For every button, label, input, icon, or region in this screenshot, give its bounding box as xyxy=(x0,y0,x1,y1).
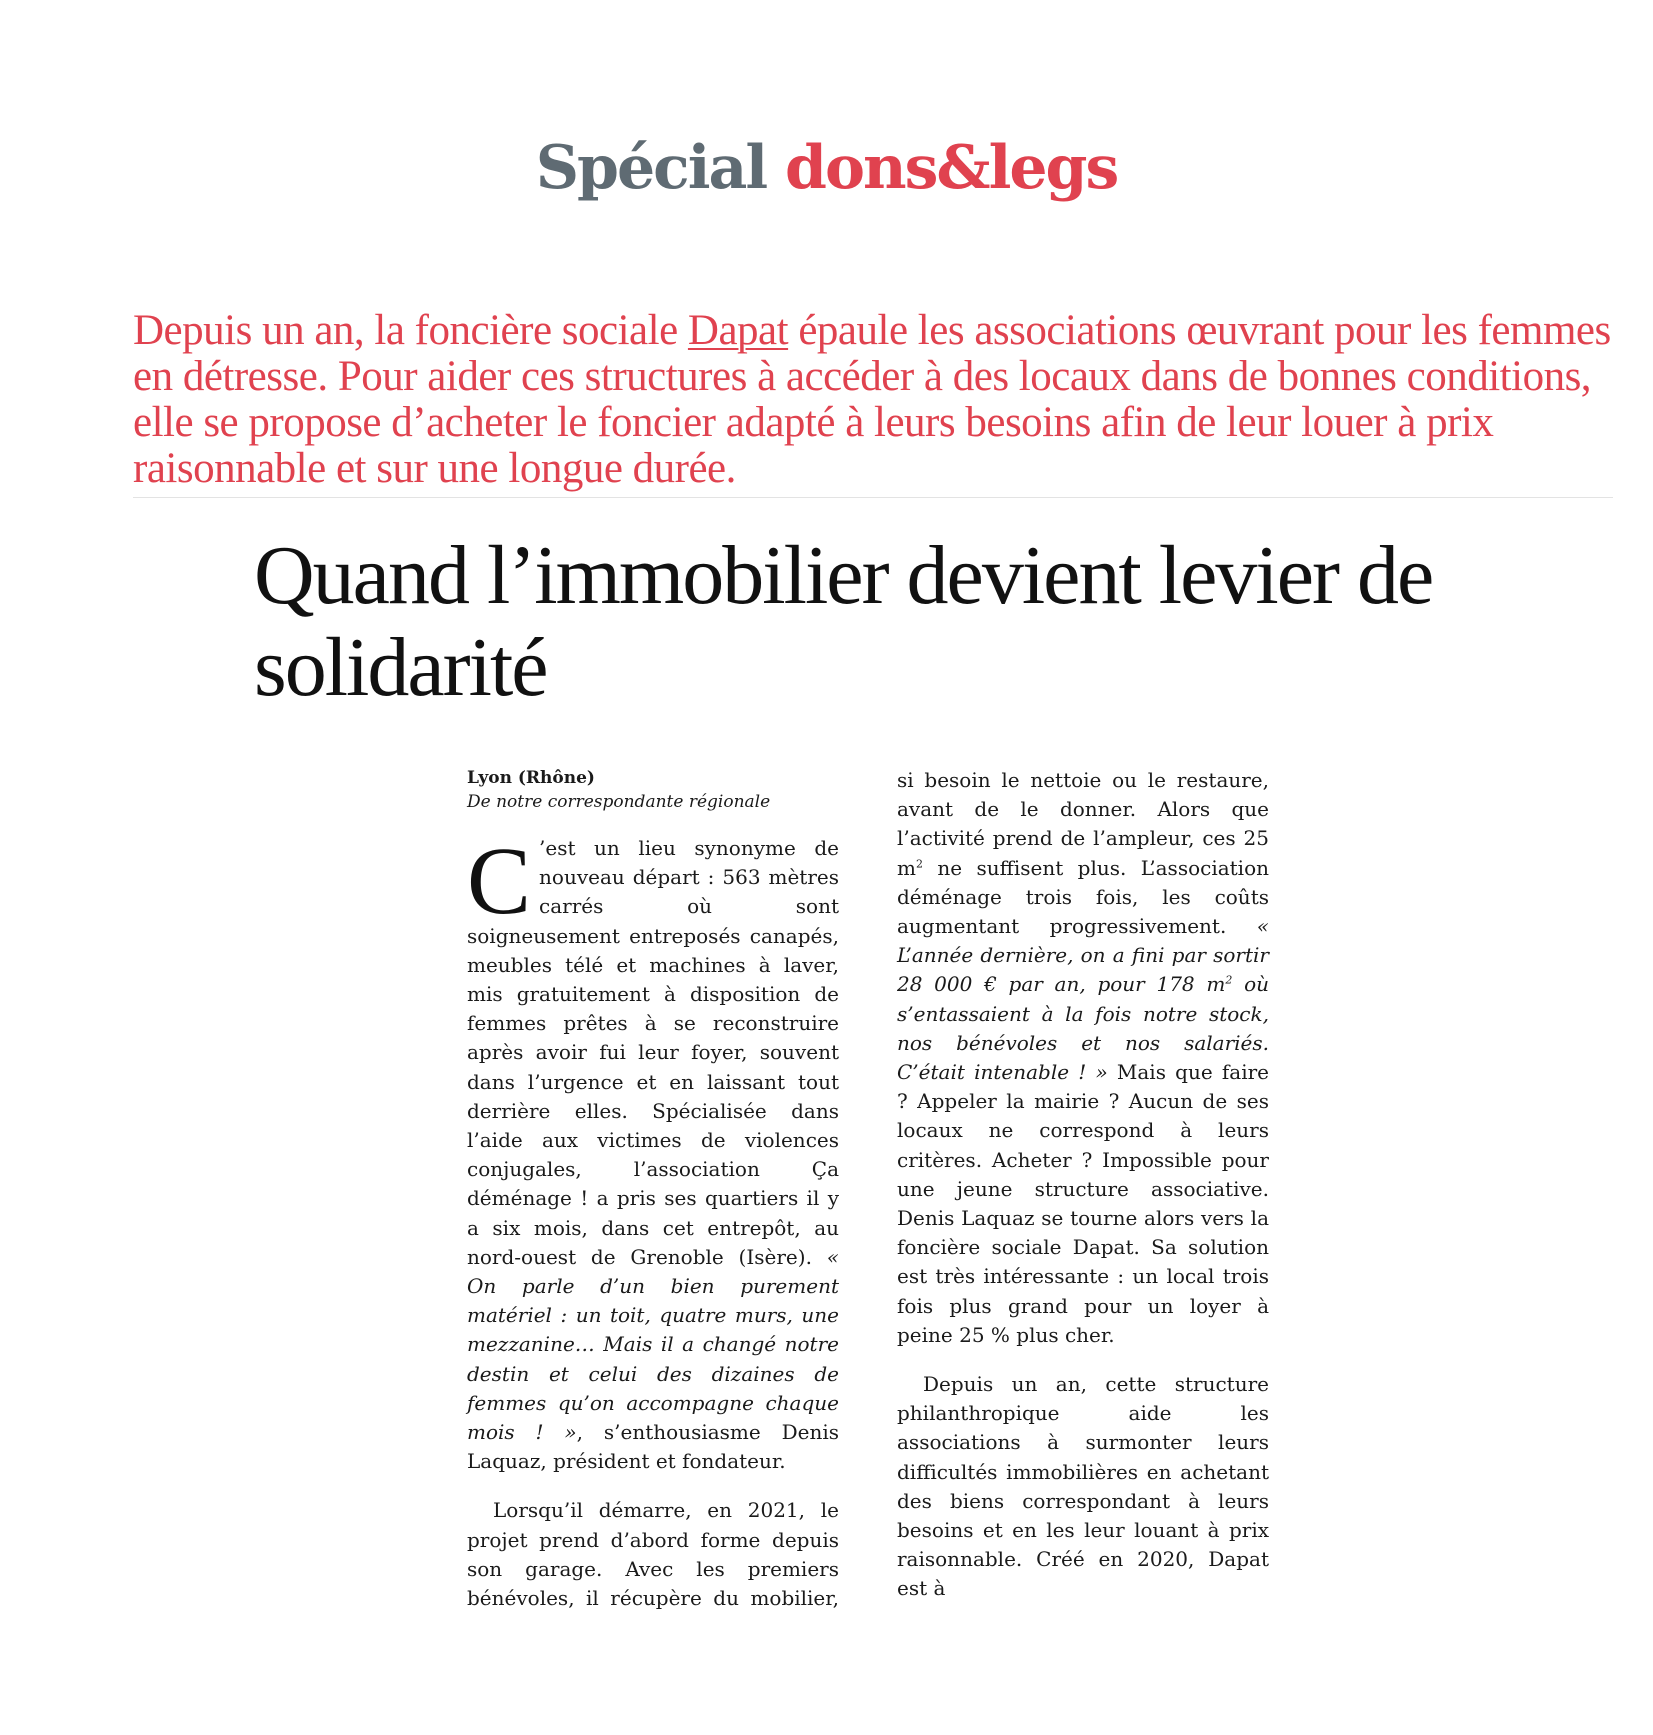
paragraph-1-text-a: ’est un lieu synonyme de nouveau départ : 563 mètres carrés où sont soigneusement entreposés canapés, meubles télé et machines à laver, mis gratuitement à disposition de femmes prêtes à se reconstruire après avoir fui leur foyer, souvent dans l’urgence et en laissant tout derrière elles. Spécialisée dans l’aide aux victimes de violences conjugales, l’association Ça déménage ! a pris ses quartiers il y a six mois, dans cet entrepôt, au nord-ouest de Grenoble (Isère). xyxy=(467,836,839,1269)
paragraph-2-text-b: ne suffisent plus. L’association déménage trois fois, les coûts augmentant progressivement. xyxy=(897,855,1269,939)
paragraph-1-text-b: , s’enthousiasme Denis Laquaz, président et fondateur. xyxy=(467,1420,839,1474)
paragraph-1-quote: « On parle d’un bien purement matériel : un toit, quatre murs, une mezzanine… Mais il a changé notre destin et celui des dizaines de femmes qu’on accompagne chaque mois ! » xyxy=(467,1244,839,1445)
paragraph-1 xyxy=(467,827,839,1476)
drop-cap: C xyxy=(467,827,532,934)
paragraph-2-quote-sup: 2 xyxy=(1225,973,1233,987)
paragraph-2-quote-a: « L’année dernière, on a fini par sortir 28 000 € par an, pour 178 m xyxy=(897,914,1269,997)
section-label-special: Spécial xyxy=(535,133,767,203)
standfirst-text-start: Depuis un an, la foncière sociale xyxy=(133,307,688,354)
byline xyxy=(467,766,839,814)
byline-role: De notre correspondante régionale xyxy=(467,792,771,812)
paragraph-2-sup: 2 xyxy=(915,856,923,870)
section-label-dons-legs: dons&legs xyxy=(785,133,1118,203)
standfirst xyxy=(133,308,1613,492)
article-headline: Quand l’immobilier devient levier de solidarité xyxy=(254,529,1433,714)
paragraph-2-text-a: Lorsqu’il démarre, en 2021, le projet prend d’abord forme depuis son garage. Avec les premiers bénévoles, il récupère du mobilier, si besoin le nettoie ou le restaure, avant de le donner. Alors que l’activité prend de l’ampleur, ces 25 m xyxy=(467,768,1269,1611)
paragraph-2-quote-b: où s’entassaient à la fois notre stock, nos bénévoles et nos salariés. C’était intenable ! » xyxy=(897,972,1269,1085)
dapat-link[interactable]: Dapat xyxy=(687,307,789,354)
divider xyxy=(133,497,1613,498)
paragraph-3: Depuis un an, cette structure philanthropique aide les associations à surmonter leurs difficultés immobilières en achetant des biens correspondant à leurs besoins et en les leur louant à prix raisonnable. Créé en 2020, Dapat est à xyxy=(897,1372,1269,1601)
section-header xyxy=(0,133,1653,203)
paragraph-2-text-c: Mais que faire ? Appeler la mairie ? Aucun de ses locaux ne correspond à leurs critères. Acheter ? Impossible pour une jeune structure associative. Denis Laquaz se tourne alors vers la foncière sociale Dapat. Sa solution est très intéressante : un local trois fois plus grand pour un loyer à peine 25 % plus cher. xyxy=(897,1060,1269,1347)
body-columns xyxy=(467,766,1269,1628)
standfirst-text-end: épaule les associations œuvrant pour les femmes en détresse. Pour aider ces structures à accéder à des locaux dans de bonnes conditions, elle se propose d’acheter le foncier adapté à leurs besoins afin de leur louer à prix raisonnable et sur une longue durée. xyxy=(133,307,1611,492)
byline-place: Lyon (Rhône) xyxy=(467,768,595,788)
